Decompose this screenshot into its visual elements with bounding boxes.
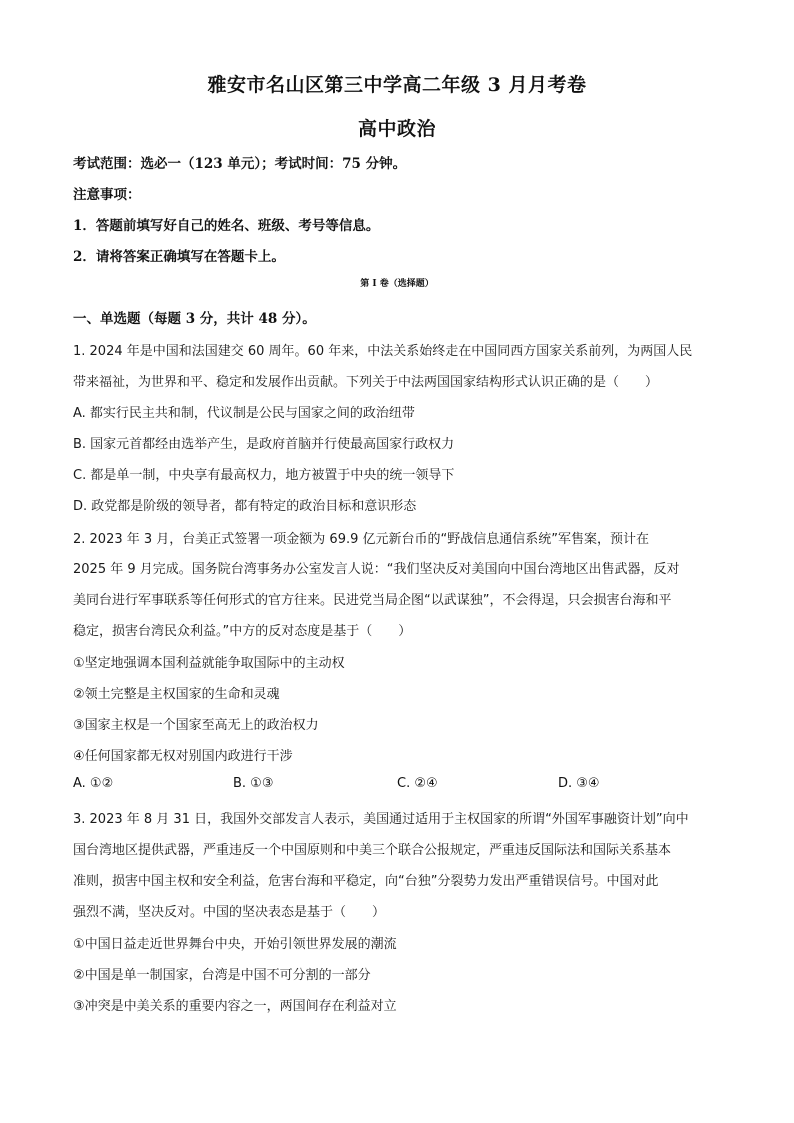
q3-item-2: ②中国是单一制国家，台湾是中国不可分割的一部分: [73, 968, 371, 983]
q3-stem-line-2: 国台湾地区提供武器，严重违反一个中国原则和中美三个联合公报规定，严重违反国际法和国际关系基本: [73, 843, 672, 858]
q2-stem-line-4: 稳定，损害台湾民众利益。”中方的反对态度是基于（ ）: [73, 624, 412, 639]
q3-item-1: ①中国日益走近世界舞台中央，开始引领世界发展的潮流: [73, 937, 397, 952]
volume-heading: 第 I 卷（选择题）: [360, 279, 434, 289]
q2-item-1: ①坚定地强调本国利益就能争取国际中的主动权: [73, 656, 345, 671]
q2-option-d: D. ③④: [558, 776, 600, 791]
q3-stem-line-3: 准则，损害中国主权和安全利益，危害台海和平稳定，向“台独”分裂势力发出严重错误信号。中国对此: [73, 874, 659, 889]
q2-item-2: ②领土完整是主权国家的生命和灵魂: [73, 687, 280, 702]
q1-option-a: A. 都实行民主共和制，代议制是公民与国家之间的政治纽带: [73, 406, 415, 421]
q2-option-b: B. ①③: [233, 776, 274, 791]
exam-scope: 考试范围：选必一（123 单元）；考试时间：75 分钟。: [73, 156, 407, 172]
q2-item-4: ④任何国家都无权对别国内政进行干涉: [73, 749, 293, 764]
q2-item-3: ③国家主权是一个国家至高无上的政治权力: [73, 718, 319, 733]
q3-stem-line-1: 3. 2023 年 8 月 31 日，我国外交部发言人表示，美国通过适用于主权国家的所谓“外国军事融资计划”向中: [73, 812, 689, 827]
part-heading: 一、单选题（每题 3 分，共计 48 分）。: [73, 311, 316, 327]
q1-stem-line-2: 带来福祉，为世界和平、稳定和发展作出贡献。下列关于中法两国国家结构形式认识正确的是（ ）: [73, 375, 659, 390]
q1-stem-line-1: 1. 2024 年是中国和法国建交 60 周年。60 年来，中法关系始终走在中国同西方国家关系前列，为两国人民: [73, 344, 693, 359]
q3-stem-line-4: 强烈不满，坚决反对。中国的坚决表态是基于（ ）: [73, 905, 386, 920]
q2-option-c: C. ②④: [397, 776, 438, 791]
q2-stem-line-2: 2025 年 9 月完成。国务院台湾事务办公室发言人说：“我们坚决反对美国向中国台湾地区出售武器，反对: [73, 562, 680, 577]
notice-heading: 注意事项：: [73, 187, 141, 203]
q1-option-d: D. 政党都是阶级的领导者，都有特定的政治目标和意识形态: [73, 499, 417, 514]
subject-title: 高中政治: [357, 118, 436, 140]
q1-option-b: B. 国家元首都经由选举产生，是政府首脑并行使最高国家行政权力: [73, 437, 455, 452]
notice-item-2: 2．请将答案正确填写在答题卡上。: [73, 249, 285, 265]
q3-item-3: ③冲突是中美关系的重要内容之一，两国间存在利益对立: [73, 999, 397, 1014]
q2-stem-line-3: 美同台进行军事联系等任何形式的官方往来。民进党当局企图“以武谋独”，不会得逞，只会损害台海和平: [73, 593, 672, 608]
q1-option-c: C. 都是单一制，中央享有最高权力，地方被置于中央的统一领导下: [73, 468, 455, 483]
q2-option-a: A. ①②: [73, 776, 114, 791]
exam-title: 雅安市名山区第三中学高二年级 3 月月考卷: [207, 74, 587, 96]
q2-stem-line-1: 2. 2023 年 3 月，台美正式签署一项金额为 69.9 亿元新台币的“野战信息通信系统”军售案，预计在: [73, 532, 649, 547]
notice-item-1: 1．答题前填写好自己的姓名、班级、考号等信息。: [73, 218, 380, 234]
